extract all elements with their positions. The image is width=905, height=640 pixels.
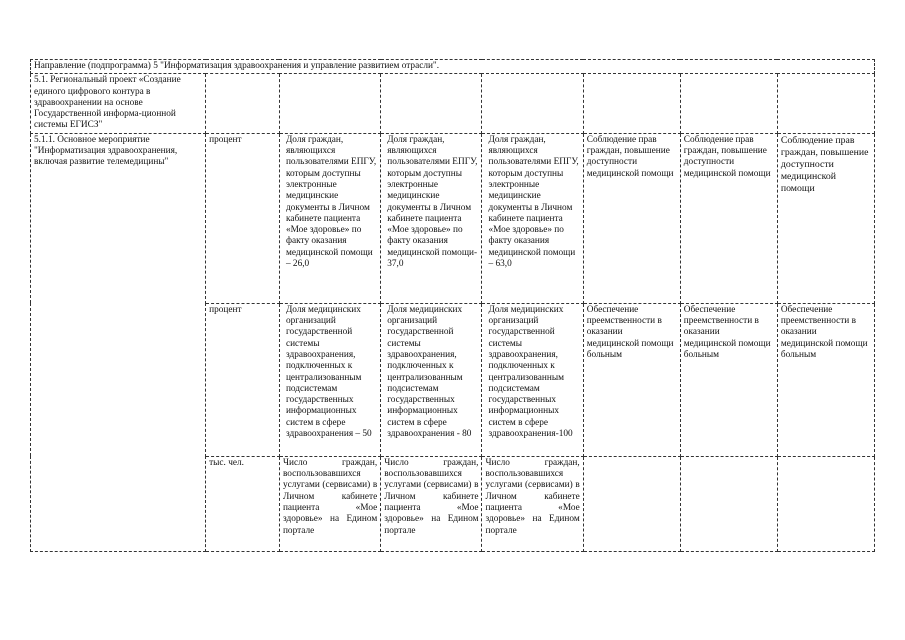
project-name: 5.1. Региональный проект «Создание единого цифрового контура в здравоохранении на основе Государственной информа-ционной системы ЕГИСЗ"	[31, 74, 206, 133]
empty-cell	[206, 74, 280, 133]
project-row	[31, 74, 875, 133]
indicator-cell: Число граждан, воспользовавшихся услугами (сервисами) в Личном кабинете пациента «Мое здоровье» на Едином портале	[279, 456, 380, 551]
result-cell	[583, 456, 680, 551]
empty-cell	[680, 74, 777, 133]
indicator-cell: Доля медицинских организаций государственной системы здравоохранения, подключенных к централизованным подсистемам государственных информационных систем в сфере здравоохранения – 50	[279, 303, 380, 456]
unit-cell: процент	[206, 303, 280, 456]
indicator-cell: Число граждан, воспользовавшихся услугами (сервисами) в Личном кабинете пациента «Мое здоровье» на Едином портале	[482, 456, 583, 551]
empty-cell	[583, 74, 680, 133]
table-row	[31, 133, 875, 303]
indicator-cell: Доля медицинских организаций государственной системы здравоохранения, подключенных к централизованным подсистемам государственных информационных систем в сфере здравоохранения - 80	[381, 303, 482, 456]
measure-name: 5.1.1. Основное мероприятие "Информатизация здравоохранения, включая развитие телемедицины"	[31, 133, 206, 551]
unit-cell: процент	[206, 133, 280, 303]
empty-cell	[482, 74, 583, 133]
result-cell: Соблюдение прав граждан, повышение доступности медицинской помощи	[583, 133, 680, 303]
direction-header: Направление (подпрограмма) 5 "Информатизация здравоохранения и управление развитием отрасли".	[31, 60, 875, 74]
direction-header-row	[31, 60, 875, 74]
empty-cell	[381, 74, 482, 133]
result-cell: Соблюдение прав граждан, повышение доступности медицинской помощи	[680, 133, 777, 303]
empty-cell	[777, 74, 874, 133]
result-cell: Соблюдение прав граждан, повышение доступности медицинской помощи	[777, 133, 874, 303]
result-cell: Обеспечение преемственности в оказании медицинской помощи больным	[680, 303, 777, 456]
indicator-cell: Доля медицинских организаций государственной системы здравоохранения, подключенных к централизованным подсистемам государственных информационных систем в сфере здравоохранения-100	[482, 303, 583, 456]
result-cell	[777, 456, 874, 551]
indicator-cell: Доля граждан, являющихся пользователями ЕПГУ, которым доступны электронные медицинские документы в Личном кабинете пациента «Мое здоровье» по факту оказания медицинской помощи- 37,0	[381, 133, 482, 303]
program-table	[30, 59, 875, 552]
result-cell: Обеспечение преемственности в оказании медицинской помощи больным	[583, 303, 680, 456]
result-cell: Обеспечение преемственности в оказании медицинской помощи больным	[777, 303, 874, 456]
empty-cell	[279, 74, 380, 133]
result-cell	[680, 456, 777, 551]
indicator-cell: Доля граждан, являющихся пользователями ЕПГУ, которым доступны электронные медицинские документы в Личном кабинете пациента «Мое здоровье» по факту оказания медицинской помощи – 63,0	[482, 133, 583, 303]
unit-cell: тыс. чел.	[206, 456, 280, 551]
indicator-cell: Число граждан, воспользовавшихся услугами (сервисами) в Личном кабинете пациента «Мое здоровье» на Едином портале	[381, 456, 482, 551]
indicator-cell: Доля граждан, являющихся пользователями ЕПГУ, которым доступны электронные медицинские документы в Личном кабинете пациента «Мое здоровье» по факту оказания медицинской помощи – 26,0	[279, 133, 380, 303]
